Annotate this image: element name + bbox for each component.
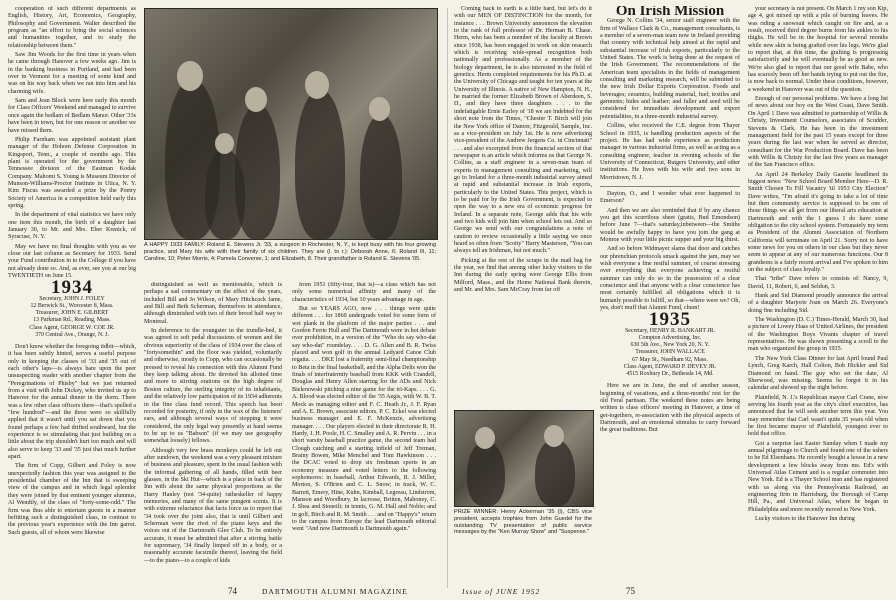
right-page	[448, 0, 896, 600]
paragraph: And then we are also reminded that if by any chance you get this scurrilous sheet (gratis, Bud Emondson) before June 7—that's saturday,inbetween—the Smiths would be awfully happy to have you join the gang at Monroe with your little picnic supper and your big thirst.	[600, 207, 740, 243]
award-caption: PRIZE WINNER: Henry Ackerman '35 (l), CBS vice president, accepts trophies from John Guedel for the outstanding TV presentation of public service messages by the "Ken Murray Show" and "Suspense."	[454, 509, 592, 536]
right-column-1	[454, 6, 592, 406]
contact-line: Secretary, JOHN J. FOLEY	[39, 295, 105, 302]
contact-line: Class Agent, GEORGE W. COE JR.	[29, 324, 115, 331]
section-rule	[600, 186, 740, 187]
paragraph: Collins, who received the C.E. degree from Thayer School in 1935, is handling production aspects of the project. He has had wide experience as production manager in various industrial firms, as well as acting as a consulting engineer, teacher in evening schools of the University of Connecticut, Rutgers University, and other institutions. He lives with his wife and two sons in Morristown, N. J.	[600, 123, 740, 181]
contact-line: Class Agent, EDWARD P. DEVEY JR.	[623, 363, 717, 370]
issue-label: Issue of JUNE 1952	[462, 587, 541, 596]
paragraph: The New York Class Dinner for last April found Paul Lynch, Greg Karch, Hall Colton, Bob Hickler and Sid Diamond on hand. The guy who set the date, Al Sherwood, was missing. Seems he forgot it in his calendar and showed up the night before.	[748, 355, 888, 392]
paragraph: The Washington (D. C.) Times-Herald, March 30, had a picture of Lowey Haas of United Airlines, the president of the Washington Boys Vivants chapter of travel representatives. He was shown presenting a scroll to the man who organized the group in 1935.	[748, 317, 888, 353]
paragraph: Sam and Jean Block were here early this month for Class Officers' Weekend and managed to survive once again the bedlam of Bedlam Manor. Other '33s have been in town, but for one reason or another we have missed them.	[8, 98, 136, 134]
paragraph: Here we are in June, the end of another season, beginning of vacations, and a three-months' rest for the old Feral partisan. The weekend these notes are being written is class officers' meeting in Hanover, a time of get-togethers, re-association with the physical aspects of Dartmouth, and an emotional stimulus to carry forward the great traditions. But	[600, 383, 740, 434]
paragraph: In deference to the youngster in the trundle-bed, it was agreed to soft pedal discussions of women and the obvious superiority of the class of 1934 over the class of "fortysomethin" and the floor was yielded, voluntarily and otherwise, mostly to Copp, who can occasionally be pressed to reveal his connection with this Alumni Fund they keep talking about. He devoted his allotted time and more to stirring orations on the high degree of Boston culture, the sterling integrity of its inhabitants, and the relatively low participation of its 1934 adherents in the fine class fund record. This speech has been recorded for posterity, if only in the wax of the listeners' ears, and although several ways of stopping it were considered, the only legal way presently at hand seems to be up to us "Babson" (if we may use geography somewhat loosely) fellows.	[144, 328, 282, 445]
contact-line: 370 Central Ave., Orange, N. J.	[35, 331, 109, 338]
contact-line: Treasurer, JOHN E. GILBERT	[35, 310, 109, 317]
paragraph: Got a surprise last Easter Sunday when I made my annual pilgrimage to Church and found one of the ushers to be Ed Elsenhans. He recently bought a house in a new development a few blocks away from me. Ed's with Universal Atlas Cement and is a regular commuter into New York. Ed is a Thayer School man and has registered with us along via the Pennsylvania Railroad, an engineering firm in Harrisburg, the Borough of Camp Hill, Pa., and Universal Atlas, where he began in Philadelphia and more recently moved to New York.	[748, 440, 888, 513]
left-column-3	[292, 282, 436, 582]
paragraph: An April 24 Berkeley Daily Gazette headlined its biggest news: "New School Board Member Here—D. R. Smith Chosen To Fill Vacancy 'til 1953 City Election" Dave writes, "I'm afraid it's going to take a lot of time but then community service is supposed to be one of those things we all get from our liberal arts education at Dartmouth and with the 1 guess I do have some obligation to the city school system. Fortunately my term as President of the Alumni Association of Northern California will terminate on April 21. Sorry not to have some news for you on others in our class but they never seem to appear at any of our numerous functions. Our 8 grandsons is a fairly recent arrival and I've spoken to him on the subject of class loyalty."	[748, 171, 888, 274]
class-year-heading: 1934	[51, 277, 93, 299]
paragraph: The firm of Copp, Gilbert and Foley is now unexpectedly fashion this year was assigned to the presidential chamber of the Inn that is sweeping view of the campus and in which legal splendor they were joined by that eminent younger alumnus, Al Wendtly, of the class of "forty-some-odd." The firm was thus able to entertain guests in a manner befitting such a distinguished class, in contrast to the previous year's experience with the Inn garret. Such guests, all of whom were likewise	[8, 463, 136, 536]
paragraph: Don't know whether the foregoing tidbit—which, it has been subtly hinted, serves a useful purpose only in keeping the classes of '33 and '35 out of each other's laps—is always bare upon the peer unsuspecting reader with another chapter from the "Peregrinations of Phisby" but we just returned from a visit with John Dickey, who invited us up to Hanover for the annual dinner in the dorm. There was a few other class officers there—that's spelled a "few hundred"—and the three were so skillfully applied that it wasn't until you sat down that you found perhaps a few had drifted southward, but the experience is so stimulating that just building on a little about the trip shouldn't hurt too much and will also serve to keep '33 and '35 just that much further apart.	[8, 343, 136, 461]
paragraph: May we have no final thoughts with you as we close our last column as Secretary for 1933. Send your Fund contribution in to the College if you have not already done so. And, as ever, see you at our big TWENTIETH on June 15.	[8, 243, 136, 280]
contact-line: Treasurer, JOHN WALLACE	[635, 349, 705, 356]
magazine-title: DARTMOUTH ALUMNI MAGAZINE	[262, 587, 408, 596]
contact-line: 630 5th Ave., New York 20, N. Y.	[630, 342, 710, 349]
left-column-2	[144, 282, 282, 582]
contact-line: Secretary, HENRY R. BANKART JR.	[624, 327, 716, 334]
page-number: 75	[626, 586, 635, 596]
paragraph: Hank and Sid Diamond proudly announce the arrival of a daughter Marjorie Joan on March 26. Everyone's doing fine including Sid.	[748, 293, 888, 314]
family-photo	[144, 8, 438, 240]
contact-line: 12 Berwick St., Worcester 8, Mass.	[30, 302, 114, 309]
contact-line: 4515 Roxbury Dr., Bethesda 14, Md.	[626, 370, 714, 377]
paragraph: distinguished as well as mentionable, which is perhaps a sad commentary on the effect of the years, included Bill and Jo Wilson, of Mary Hitchcock fame, and Bill and Beth Scherman, themselves in attendance, although diminished with two of their brood half way to Montreal.	[144, 282, 282, 325]
paragraph: Enough of our personal problems. We have a long list of news about our boy on the West Coast, Dave Smith. On April 1 Dave was admitted to partnership of Willis & Christy, Investment Counselors, associates of Scudder, Stevens & Clark. He has been in the investment management field for the past 15 years except for three years during the last war when he served as director, consultant for the War Production Board. Dave has been with Willis & Christy for the last five years as manager of the San Francisco office.	[748, 96, 888, 169]
paragraph: your secretary is not present. On March 1 my son Kip, age 4, got mixed up with a pile of burning leaves. He was riding a snowsuit which caught on fire and, as a result, received third degree burns from his ankles to his thighs. He will be in the hospital for several months while new skin is being grafted over his legs. We're glad to report that, at this time, the grafting is progressing satisfactorily and he will eventually be as good as new. We're also glad to report that our good wife Babe, who has scarcely been off her hands trying to put out the fire, is now back to normal. Under these conditions, however, a weekend in Hanover was out of the question.	[748, 6, 888, 93]
paragraph: Dayton, O., and I wonder what ever happened to Emerson?	[600, 190, 740, 205]
paragraph: from 1951 (fifty-four, that is)—a class which has not only some numerical affinity and many of the characteristics of 1934, but 10 years advantage in age.	[292, 282, 436, 303]
paragraph: In the department of vital statistics we have only one item this month, the birth of a daughter last January 30, to Mr. and Mrs. Eber Krenick, of Syracuse, N. Y.	[8, 212, 136, 241]
contact-line: 67 May St., Needham 92, Mass.	[632, 356, 708, 363]
paragraph: Although very few brass monkeys could be left out after sundown, the weekend was a very pleasant mixture of business and pleasure, spent in the usual fashion with the informal gathering of all hands, filled with beer glasses, in the Ski Hut—which is a place in back of the Inn with about the same physical proportions as the Harry Hanley (not '34-quite) ratheskeller of happy memories, and many of the same pungent scents. It is with extreme reluctance that facts force us to report that '34 took over the joint also, that is until Gilbert and Scherman were the rivet of the piano keys and the voices out of the Dartmouth Glee Club. To be entirely accurate, it must be admitted that after a stirring battle for supremacy, '34 finally limped off in a body, or a reasonably accurate facsimile thereof, leaving the field—to the piano—to a couple of kids	[144, 447, 282, 564]
class-contacts	[600, 328, 740, 378]
paragraph: cooperation of such different departments as English, History, Art, Economics, Geography, Philosophy and Government. Walter described the program as "an effort to bring the social sciences and humanities together, and to study the relationship between them."	[8, 6, 136, 49]
paragraph: Saw Jim Woods for the first time in years when he came through Hanover a few weeks ago. Jim is in the banking business in Portland, and had been over in Vermont for a meeting of some kind and was on his way back when we ran into him and his charming wife.	[8, 52, 136, 95]
paragraph: George N. Collins '34, senior staff engineer with the firm of Wallace Clark & Co., management consultants, is a member of a seven-man team now in Ireland providing that country with technical help aimed at the rapid and substantial increase of Irish exports, particularly to the United States. The work is being done at the request of the Irish Government. The recommendations of the American team specialists in the fields of management consulting and marketing research, will be submitted to the new Irish Dollar Exports Corporation. Foods and beverages; ceramics, building material, fuel; textiles and garments; hides and leather; and fuller and seed will be considered for immediate development and export potentialities, in a three-month industrial survey.	[600, 18, 740, 120]
paragraph: And so before Widmayer slams that door and catches our phrenchian protocols smack against the jam, may we wish everyone a fine restful summer, of course stressing over everything that everyone achieving a restful summer can only do so in the possession of a clear conscience and that anyone with a clear conscience has most certainly fulfilled all obligations which it is humanly possible to fulfill, so that—where were we? Oh, yes, don't muff that Alumni Fund, chum!	[600, 246, 740, 312]
paragraph: But so YEARS AGO, now . . . things were quite different . . . for 1860 undergrads voted for some form of wet plank in the platform of the major parties . . . and Gordon Ferrie Hull and The Dartmouth were in hot debate over prohibition, in a version of the "Who do say who-dat say who-dat" roundelay. . . . D. G. Allen and B. R. Twiss placed and won golf in the annual Ledyard Canoe Club regatta. . . . DKE lost a fraternity semi-final championship to Beta in the final basketball, and the Alpha Delts won the finals of interfraternity baseball from KKK with Crandell, Douglas and Henry Allen starring for the ADs and Nick Bielenowski pitching a nine game for the tri-Kaps. . . . G. A. Blood was elected editor of the '35 Aegis, with W. B. T. Mock as managing editor and F. C. Heath Jr., J. F. Ryan and A. E. Brown, associate editors. P. C. Eckel was elected business manager and E. F. McKenzie, advertising manager. . . . Our players elected in their directorate R. H. Hardy, J. H. Poole, H. C. Smalley and A. R. Pervin . . . in a short varsity baseball practice game, the second team had Clough catching and a starting infield of Jeff Treman, Brainy Bowen, Mike Menchel and Tom Hawkinson . . . the DCAC voted to drop six freshman sports in an economy measure and voted letters to the following sophomores: in baseball, Arthur Edwards, R. J. Miller, Morton, S. O'Brien and C. L. Snow; in track, W. C. Barrett, Emery, Hine, Kuhn, Kimball, Legreau, Lindstrom, Manson and Woodbury. In lacrosse, Britten, Mahoney, C. J. Shea and Stoneili; in tennis, G. M. Hall and Noble; and in golf, Birch and R. M. Smith . . . and on "Happy's" return to the campus from Europe the lead Dartmouth editorial went "And now Dartmouth is Dartmouth again."	[292, 306, 436, 533]
page-number: 74	[228, 586, 237, 596]
contact-line: 13 Parkman Rd., Reading, Mass.	[33, 317, 111, 324]
paragraph: Coming back to earth is a little hard, but let's do it with our MEN OF DISTINCTION for the month, for instance . . . Brown University announces the elevation to the rank of full professor of Dr. Herman B. Chase. Herm, who has been a member of the faculty at Brown since 1938, has been engaged in work on skin research which is receiving wide-spread recognition both nationally and professionally. As a member of the biology department, he is also interested in the field of genetics. Herm completed requirements for his Ph.D. at the University of Chicago and taught for ten years at the University of Illinois. A native of New Hampton, N. H., he married the former Elizabeth Brown of Aberdeen, S. D., and they have three daughters . . . to the indefatigable Ernie Earley of '18 we are indebted for the short note from the Times, "Chester T. Birch will join the New York office of Dancer, Fitzgerald, Sample, Inc. as a vice-president on July 1st. He is now advertising vice-president of the Andrew Jergens Co. in Cincinnati" . . . and also excerpted from the financial section of that newspaper is an article which informs us that George N. Collins, as a staff engineer in a seven-man team of experts in management consulting and marketing, will go to Ireland for a three-month industrial survey aimed at rapid and substantial increase in Irish exports, particularly to the United States. This project, which is to be paid for by the Irish Government, is expected to open the way to a new era of economic progress for Ireland. In a separate note, George adds that his wife and two kids will join him when school lets out. And so George we send with our congratulations a note of caution to review occasionally a little saying we once heard so often from "Scotty" Harry Masterson, "You can always tell an Irishman, but not much."	[454, 6, 592, 255]
award-photo	[454, 410, 594, 507]
paragraph: Picking at the rest of the scraps in the mail bag for the year, we find that among other lucky visitors to the Inn during the early spring were George Ellis from Milford, Mass., and the Home National Bank therein, and Mr. and Mrs. Sam McCray from far off	[454, 257, 592, 294]
photo-caption: A HAPPY 1933 FAMILY: Roland E. Stevens Jr. '33, a surgeon in Rochester, N. Y., is kept busy with his four growing practice, and Mary his wife with their family of six children. They are (l. to r.): Deborah Anne, 6; Roland III, 11; Caroline, 10; Peter Morris, 4; Pamela Converse, 1; and Elizabeth, 8. Their grandfather is Roland E. Stevens '05.	[144, 242, 436, 262]
paragraph: Lucky visitors to the Hanover Inn during	[755, 516, 855, 523]
article-heading: On Irish Mission	[615, 6, 725, 19]
paragraph: Plainfield, N. J.'s Republican mayor Carl Crane, now serving his fourth year as the city's chief executive, has announced that he will seek another term this year. You may remember that Carl wasn't quite 35 years old when he first became mayor of Plainfield, youngest ever to hold that office.	[748, 394, 888, 438]
contact-line: Compton Advertising, Inc.	[638, 334, 702, 341]
class-contacts	[8, 296, 136, 339]
right-column-2	[600, 6, 740, 581]
paragraph: Philip Farnham was appointed assistant plant manager of the Hohom Defense Corporation in Kingsport, Tenn., a couple of months ago. This plant is operated for the government by the Tennessee division of the Eastman Kodak Company. Mahomi S. Young is Museum Director of Munson-Williams-Proctor Institute in Utica, N. Y. Kim Fiscus was awarded a prize by the Poetry Society of America in a competition held early this spring.	[8, 136, 136, 209]
right-column-3	[748, 6, 888, 581]
paragraph: That "tribe" Dave refers to consists of: Nancy, 9, David, 11, Robert, 6, and Seldon, 3.	[748, 276, 888, 290]
class-year-heading: 1935	[649, 309, 691, 331]
left-column-1	[8, 6, 136, 576]
